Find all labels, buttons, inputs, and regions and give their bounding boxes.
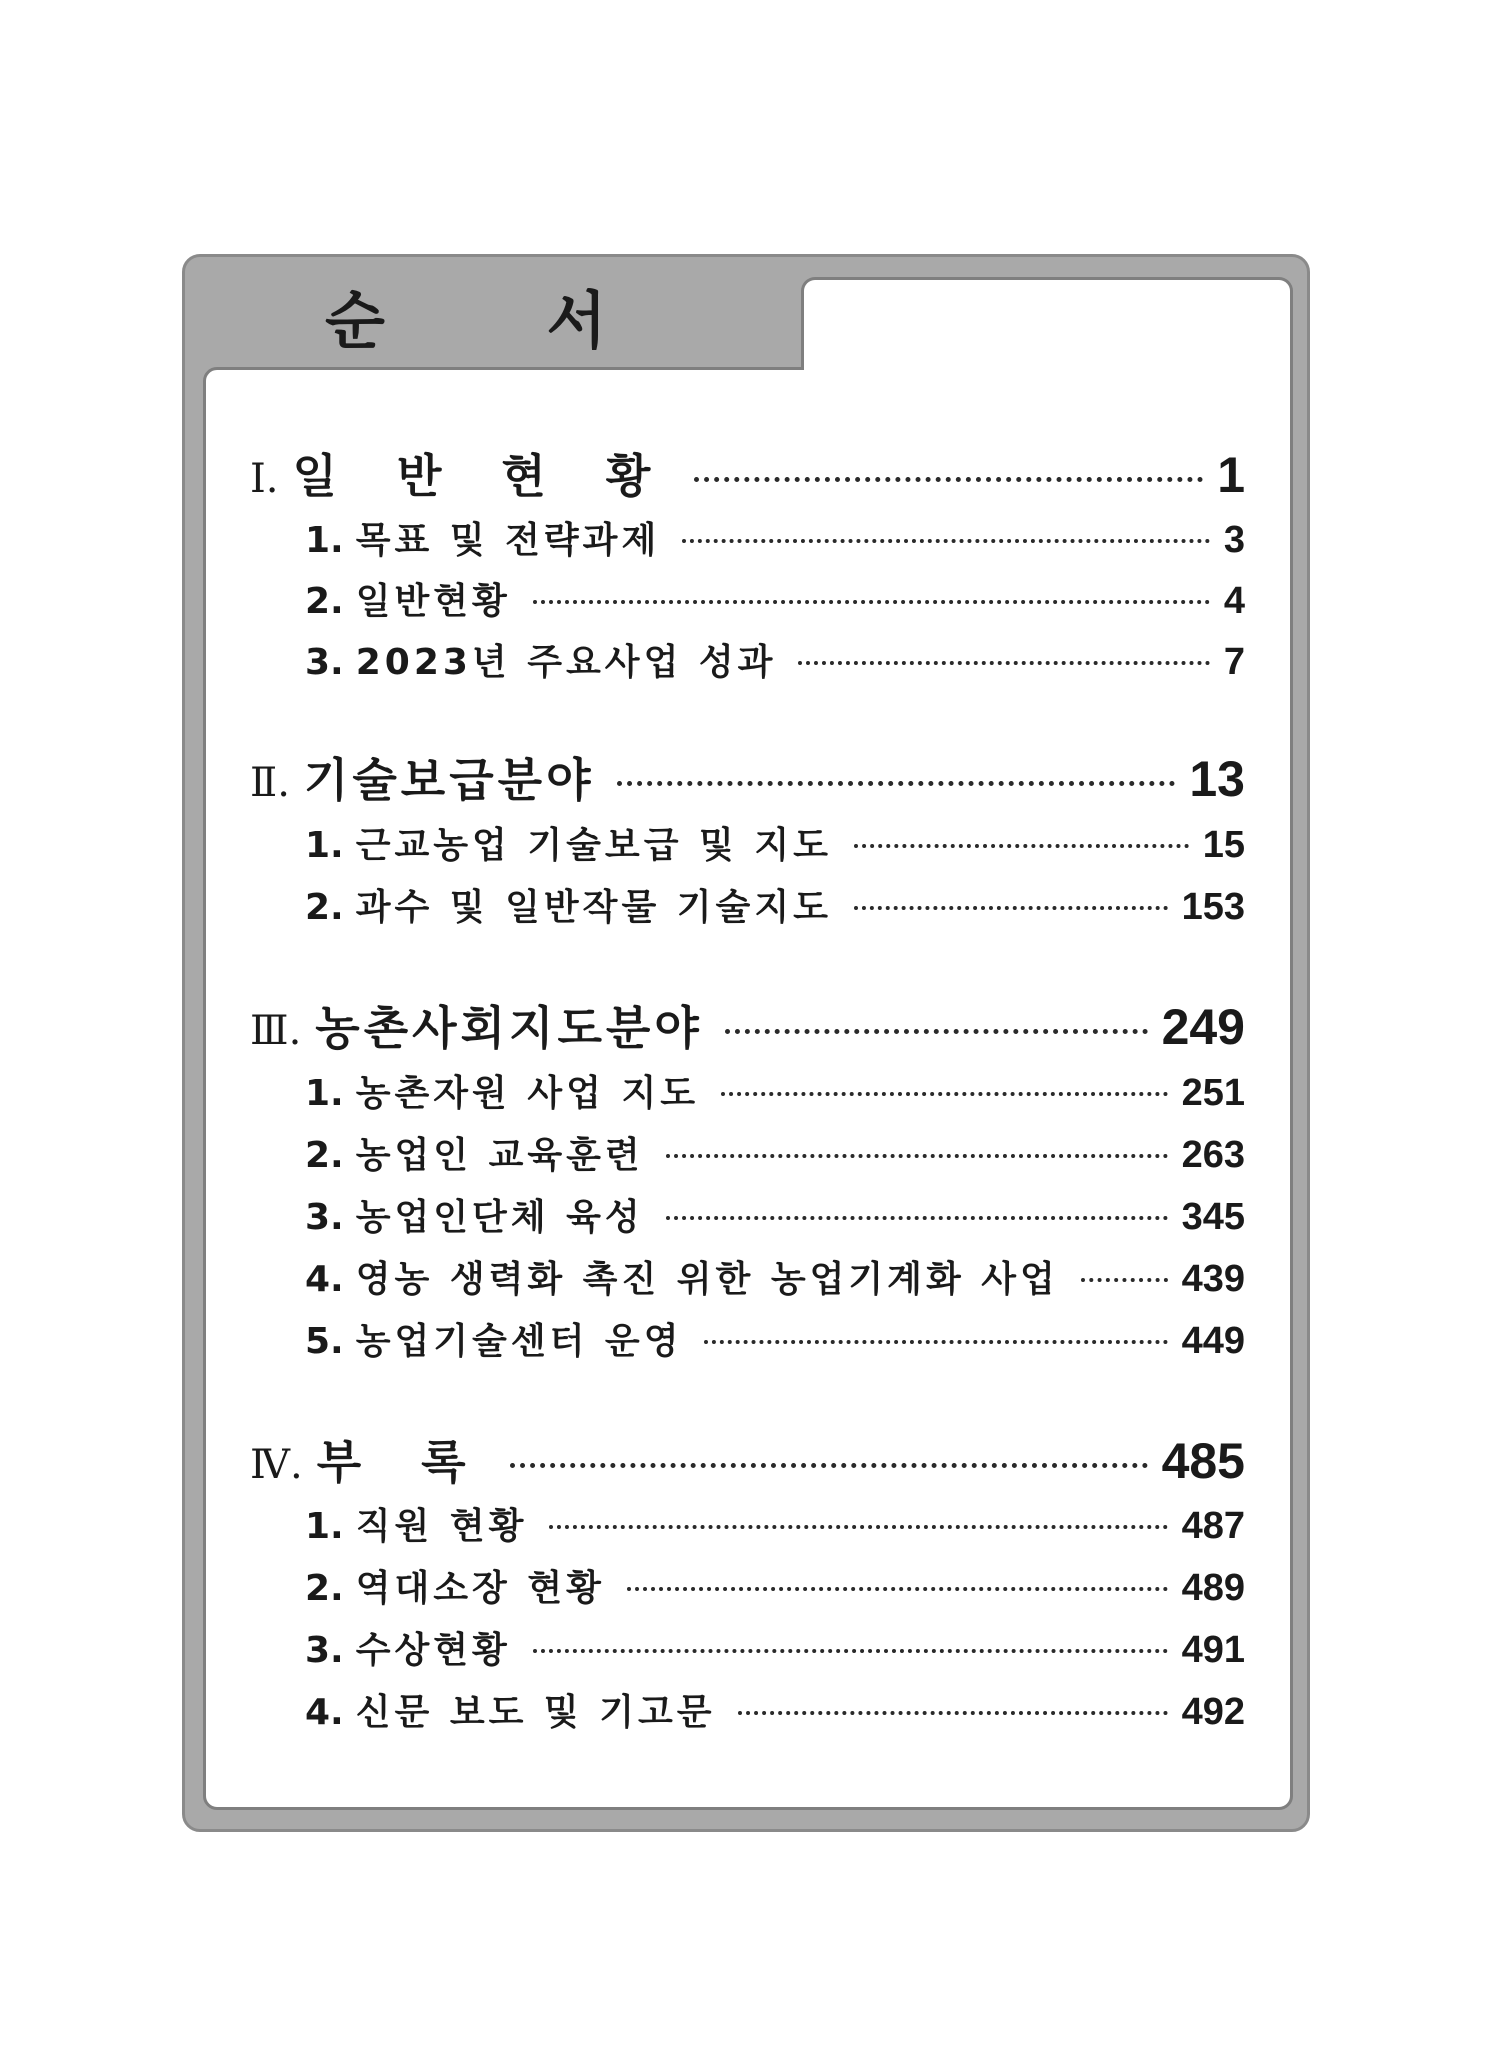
- item-number: 1.: [305, 825, 344, 866]
- item-label: 역대소장 현황: [355, 1568, 605, 1609]
- item-page: 492: [1181, 1691, 1245, 1733]
- section-page: 1: [1217, 447, 1245, 503]
- item-page: 263: [1181, 1134, 1245, 1176]
- toc-section-2[interactable]: [250, 744, 1245, 810]
- section-page: 13: [1189, 751, 1245, 807]
- item-number: 3.: [305, 1630, 344, 1671]
- section-numeral: Ⅳ.: [250, 1442, 303, 1488]
- dot-leader: [725, 1029, 1148, 1034]
- section-label: 농촌사회지도분야: [315, 1001, 703, 1055]
- toc-item[interactable]: [305, 512, 1245, 563]
- toc-item[interactable]: [305, 634, 1245, 685]
- item-page: 487: [1181, 1505, 1245, 1547]
- toc-section-4[interactable]: [250, 1426, 1245, 1492]
- toc-item[interactable]: [305, 1684, 1245, 1735]
- item-label: 농업인단체 육성: [355, 1197, 644, 1238]
- page-title: 순 서: [325, 284, 677, 357]
- item-page: 251: [1181, 1072, 1245, 1114]
- dot-leader: [549, 1525, 1167, 1529]
- item-page: 439: [1181, 1258, 1245, 1300]
- dot-leader: [533, 1649, 1168, 1653]
- item-label: 2023년 주요사업 성과: [355, 642, 777, 683]
- item-page: 3: [1223, 519, 1245, 561]
- item-number: 2.: [305, 1568, 344, 1609]
- item-label: 근교농업 기술보급 및 지도: [355, 825, 832, 866]
- section-page: 249: [1161, 999, 1245, 1055]
- item-number: 4.: [305, 1259, 344, 1300]
- toc-item[interactable]: [305, 573, 1245, 624]
- item-label: 농업인 교육훈련: [355, 1135, 644, 1176]
- dot-leader: [798, 661, 1209, 665]
- item-label: 직원 현황: [355, 1506, 528, 1547]
- item-number: 1.: [305, 1073, 344, 1114]
- toc-item[interactable]: [305, 1498, 1245, 1549]
- dot-leader: [1081, 1278, 1168, 1282]
- toc-section-3[interactable]: [250, 992, 1245, 1058]
- section-label: 기술보급분야: [303, 753, 595, 807]
- toc-item[interactable]: [305, 1065, 1245, 1116]
- item-number: 3.: [305, 1197, 344, 1238]
- dot-leader: [510, 1463, 1148, 1468]
- item-label: 신문 보도 및 기고문: [355, 1692, 716, 1733]
- item-page: 491: [1181, 1629, 1245, 1671]
- dot-leader: [627, 1587, 1168, 1591]
- item-page: 489: [1181, 1567, 1245, 1609]
- item-page: 15: [1202, 824, 1245, 866]
- item-number: 3.: [305, 642, 344, 683]
- item-number: 2.: [305, 1135, 344, 1176]
- item-number: 1.: [305, 520, 344, 561]
- item-page: 345: [1181, 1196, 1245, 1238]
- toc-item[interactable]: [305, 1189, 1245, 1240]
- item-label: 일반현황: [355, 581, 511, 622]
- toc-item[interactable]: [305, 817, 1245, 868]
- item-number: 2.: [305, 887, 344, 928]
- dot-leader: [721, 1092, 1168, 1096]
- item-number: 2.: [305, 581, 344, 622]
- toc-item[interactable]: [305, 1251, 1245, 1302]
- item-page: 153: [1181, 886, 1245, 928]
- section-page: 485: [1161, 1433, 1245, 1489]
- toc-item[interactable]: [305, 1622, 1245, 1673]
- dot-leader: [617, 781, 1176, 786]
- item-page: 7: [1223, 641, 1245, 683]
- item-label: 영농 생력화 촉진 위한 농업기계화 사업: [355, 1259, 1059, 1300]
- item-page: 449: [1181, 1320, 1245, 1362]
- toc-item[interactable]: [305, 1560, 1245, 1611]
- toc-item[interactable]: [305, 1313, 1245, 1364]
- section-label: 일 반 현 황: [292, 449, 673, 503]
- item-number: 4.: [305, 1692, 344, 1733]
- section-label: 부 록: [316, 1435, 488, 1489]
- dot-leader: [694, 477, 1203, 482]
- dot-leader: [666, 1154, 1168, 1158]
- item-page: 4: [1223, 580, 1245, 622]
- item-number: 1.: [305, 1506, 344, 1547]
- toc-section-1[interactable]: [250, 440, 1245, 506]
- dot-leader: [666, 1216, 1168, 1220]
- section-numeral: Ⅰ.: [250, 456, 279, 502]
- item-label: 수상현황: [355, 1630, 511, 1671]
- item-label: 농업기술센터 운영: [355, 1321, 683, 1362]
- toc-item[interactable]: [305, 879, 1245, 930]
- item-label: 목표 및 전략과제: [355, 520, 661, 561]
- item-label: 농촌자원 사업 지도: [355, 1073, 700, 1114]
- toc-item[interactable]: [305, 1127, 1245, 1178]
- section-numeral: Ⅱ.: [250, 760, 290, 806]
- item-label: 과수 및 일반작물 기술지도: [355, 887, 832, 928]
- dot-leader: [738, 1711, 1168, 1715]
- dot-leader: [533, 600, 1210, 604]
- dot-leader: [704, 1340, 1167, 1344]
- section-numeral: Ⅲ.: [250, 1008, 302, 1054]
- item-number: 5.: [305, 1321, 344, 1362]
- dot-leader: [854, 844, 1189, 848]
- dot-leader: [854, 906, 1168, 910]
- dot-leader: [682, 539, 1210, 543]
